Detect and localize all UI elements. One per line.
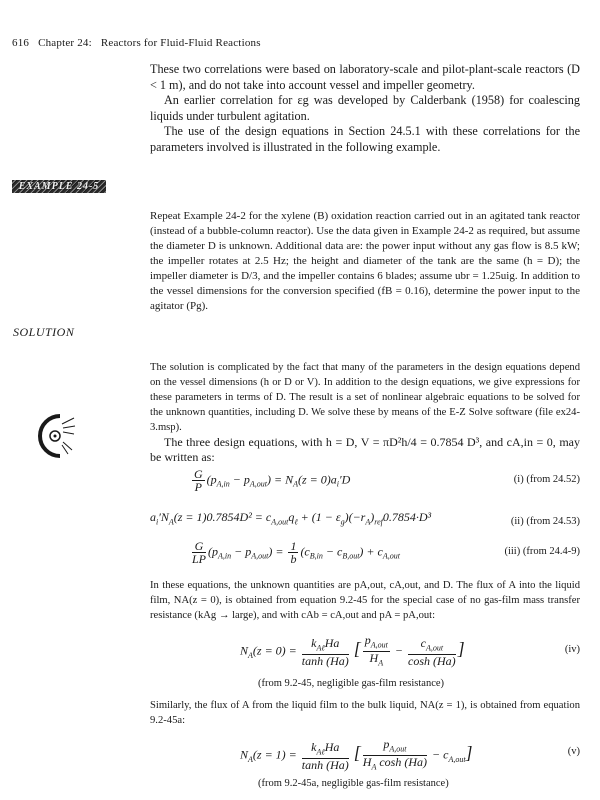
equation-iii: $\frac{G}{LP}$ $(p_{A,in} - p_{A,out})$ = $\frac{1}{b}$ $(c_{B,in} - c_{B,out}) + c_{A,out}$ (iii) (from 24.4-9) (192, 539, 580, 566)
example-statement: Repeat Example 24-2 for the xylene (B) oxidation reaction carried out in an agitated tank reactor (instead of a bubble-column reactor). Use the data given in Example 24-2 as required, but assume the diameter D is unknown. Additional data are: the power input without any gas flow is 8.5 kW; the impeller rotates at 2.5 Hz; the height and diameter of the tank are the same (h = D); the impeller diameter is D/3, and the impeller contains 6 blades; assume ubr = 1.25uig. In addition to the vessel dimensions for the conversion specified (fB = 0.16), determine the power input to the agitator (Pg). (150, 210, 580, 312)
equation-v-tag: (v) (567, 746, 580, 757)
equation-ii: $a_i'N_A(z = 1)0.7854D^2 = c_{A,out}q_\ell + (1 - \varepsilon_g)(-r_A)_{ref}0.7854\cdot D^3$ (ii) (from 24.53) (150, 510, 580, 527)
equation-v: $N_A(z = 1)$ = $\frac{k_{A\ell}Ha}{\tanh (Ha)}$ [ $\frac{p_{A,out}}{H_A \cosh (Ha)}$ − $c_{A,out}$] (v) (240, 737, 580, 773)
chapter-label: Chapter 24: (38, 37, 92, 49)
solution-paragraph-1: The solution is complicated by the fact that many of the parameters in the design equations depend on the vessel dimensions (h or D or V). In addition to the design equations, we give expressions for these parameters in terms of D. The result is a set of nonlinear algebraic equations to be solved for the unknown quantities, including D. We solve these by means of the E-Z Solve software (file ex24-3.msp). (150, 362, 580, 433)
chapter-title: Reactors for Fluid-Fluid Reactions (100, 37, 261, 49)
solution-label: SOLUTION (13, 325, 75, 339)
flux-text (150, 578, 580, 623)
equation-iv-tag: (iv) (564, 644, 580, 655)
example-badge: EXAMPLE 24-5 (12, 180, 106, 193)
intro-text (150, 62, 580, 155)
equation-ii-tag: (ii) (from 24.53) (510, 516, 580, 527)
intro-paragraph-2: An earlier correlation for εg was developed by Calderbank (1958) for coalescing liquids under turbulent agitation. (150, 93, 580, 123)
cd-disc-icon (36, 410, 76, 462)
intro-paragraph-1: These two correlations were based on laboratory-scale and pilot-plant-scale reactors (D < 1 m), and do not take into account vessel and impeller geometry. (150, 62, 580, 92)
flux-bulk-text (150, 698, 580, 728)
solution-text (150, 360, 580, 465)
equation-iv: $N_A(z = 0)$ = $\frac{k_{A\ell}Ha}{\tanh (Ha)}$ [ $\frac{p_{A,out}}{H_A}$ − $\frac{c_{A,out}}{\cosh (Ha)}$ ] (iv) (240, 633, 580, 669)
equation-iii-tag: (iii) (from 24.4-9) (504, 546, 580, 557)
equation-i-tag: (i) (from 24.52) (513, 474, 580, 485)
equation-i: $\frac{G}{P}$ $(p_{A,in} - p_{A,out}) = N_A(z = 0)a_i'D$ (i) (from 24.52) (194, 467, 580, 494)
equation-iv-caption: (from 9.2-45, negligible gas-film resistance) (258, 678, 445, 689)
example-text (150, 209, 580, 314)
page-number: 616 (12, 37, 30, 49)
intro-paragraph-3: The use of the design equations in Section 24.5.1 with these correlations for the parameters involved is illustrated in the following example. (150, 124, 580, 154)
solution-paragraph-2: The three design equations, with h = D, V = πD²h/4 = 0.7854 D³, and cA,in = 0, may be written as: (150, 435, 580, 464)
equation-v-caption: (from 9.2-45a, negligible gas-film resistance) (258, 778, 449, 789)
solution-paragraph-3: In these equations, the unknown quantities are pA,out, cA,out, and D. The flux of A into the liquid film, NA(z = 0), is obtained from equation 9.2-45 for the special case of no gas-film mass transfer resistance (kAg → large), and with cAb = cA,out and pA = pA,out: (150, 580, 580, 621)
running-header (12, 37, 267, 49)
solution-paragraph-4: Similarly, the flux of A from the liquid film to the bulk liquid, NA(z = 1), is obtained from equation 9.2-45a: (150, 700, 580, 726)
